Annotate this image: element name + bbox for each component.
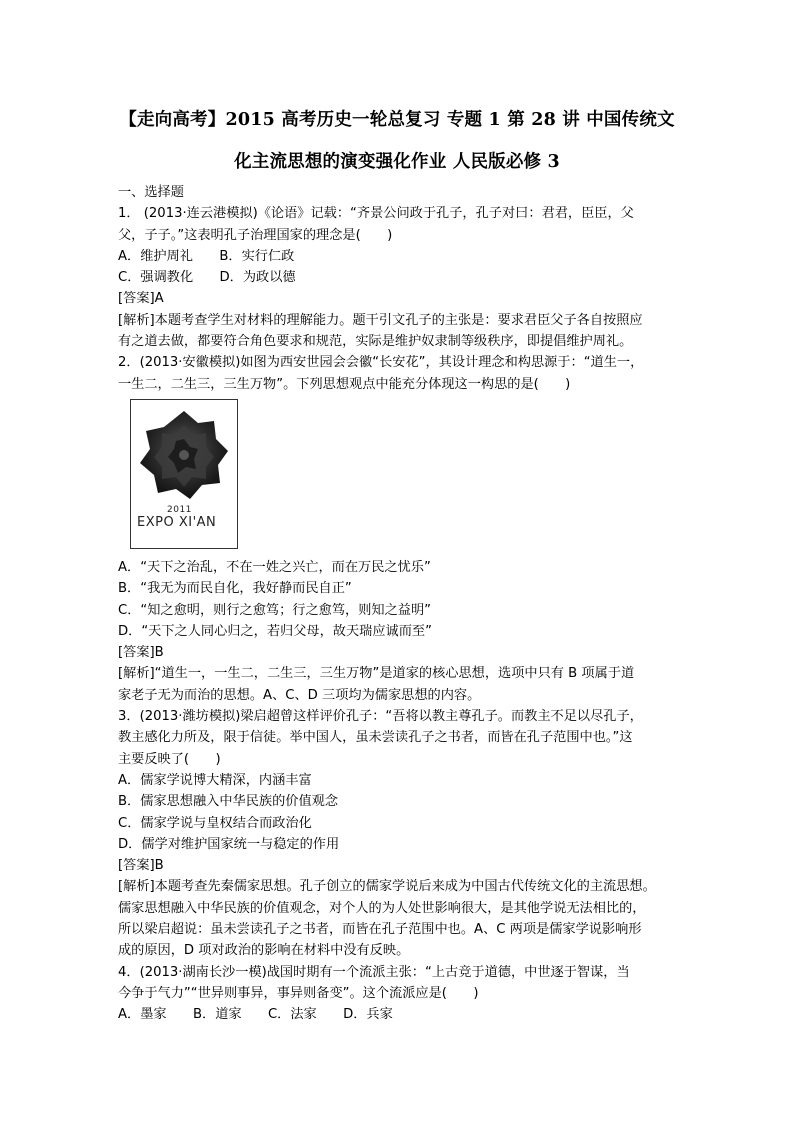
- q1-analysis-line-2: 有之道去做，都要符合角色要求和规范，实际是维护奴隶制等级秩序，即提倡维护周礼。: [118, 334, 633, 350]
- expo-xian-logo-image: [130, 399, 238, 549]
- q3-option-d: D．儒学对维护国家统一与稳定的作用: [118, 836, 340, 852]
- question-4: [118, 962, 688, 1026]
- q2-stem-line-1: 2．(2013·安徽模拟)如图为西安世园会会徽“长安花”，其设计理念和构思源于：“道生一，: [118, 355, 644, 371]
- q4-stem-line-2: 今争于气力”“世异则事异，事异则备变”。这个流派应是( ): [118, 985, 479, 1001]
- q2-stem-line-2: 一生二，二生三，三生万物”。下列思想观点中能充分体现这一构思的是( ): [118, 376, 571, 392]
- question-3: [118, 706, 688, 962]
- q1-options-cd: C．强调教化 D．为政以德: [118, 270, 296, 286]
- q4-stem-line-1: 4．(2013·湖南长沙一模)战国时期有一个流派主张：“上古竞于道德，中世逐于智谋，当: [118, 964, 630, 980]
- q2-option-b: B．“我无为而民自化，我好静而民自正”: [118, 581, 352, 597]
- q1-stem-line-1: 1． (2013·连云港模拟)《论语》记载：“齐景公问政于孔子，孔子对曰：君君，臣臣，父: [118, 206, 634, 222]
- q1-stem-line-2: 父，子子。”这表明孔子治理国家的理念是( ): [118, 227, 393, 243]
- document-title-line-2: 化主流思想的演变强化作业 人民版必修 3: [234, 152, 560, 172]
- document-title-line-1: 【走向高考】2015 高考历史一轮总复习 专题 1 第 28 讲 中国传统文: [119, 110, 675, 130]
- question-1: [118, 203, 688, 352]
- document-body: [118, 182, 688, 1026]
- q1-options-ab: A．维护周礼 B．实行仁政: [118, 248, 295, 264]
- q2-option-a: A．“天下之治乱，不在一姓之兴亡，而在万民之忧乐”: [118, 559, 431, 575]
- q3-analysis-line-2: 儒家思想融入中华民族的价值观念，对个人的为人处世影响很大，是其他学说无法相比的，: [118, 900, 646, 916]
- q3-stem-line-2: 教主感化力所及，限于信徒。举中国人，虽未尝读孔子之书者，而皆在孔子范围中也。”这: [118, 730, 633, 746]
- q3-stem-line-1: 3．(2013·潍坊模拟)梁启超曾这样评价孔子：“吾将以教主尊孔子。而教主不足以尽孔子，: [118, 709, 643, 725]
- q3-option-b: B．儒家思想融入中华民族的价值观念: [118, 794, 339, 810]
- q1-answer: [答案]A: [118, 291, 164, 307]
- q3-analysis-line-1: [解析]本题考查先秦儒家思想。孔子创立的儒家学说后来成为中国古代传统文化的主流思想。: [118, 879, 656, 895]
- question-2: [118, 352, 688, 706]
- q2-option-c: C．“知之愈明，则行之愈笃；行之愈笃，则知之益明”: [118, 602, 431, 618]
- q3-option-c: C．儒家学说与皇权结合而政治化: [118, 815, 312, 831]
- q3-answer: [答案]B: [118, 858, 164, 874]
- q4-options: A．墨家 B．道家 C．法家 D．兵家: [118, 1007, 393, 1023]
- expo-xian-logo-text: [137, 504, 217, 533]
- q3-analysis-line-3: 所以梁启超说：虽未尝读孔子之书者，而皆在孔子范围中也。A、C 两项是儒家学说影响形: [118, 922, 642, 938]
- q3-analysis-line-4: 成的原因，D 项对政治的影响在材料中没有反映。: [118, 943, 410, 959]
- logo-year: 2011: [167, 504, 192, 515]
- logo-wordmark: EXPO XI'AN: [137, 514, 217, 530]
- q2-answer: [答案]B: [118, 645, 164, 661]
- q1-analysis-line-1: [解析]本题考查学生对材料的理解能力。题干引文孔子的主张是：要求君臣父子各自按照应: [118, 312, 643, 328]
- section-heading: 一、选择题: [118, 185, 184, 200]
- q3-option-a: A．儒家学说博大精深，内涵丰富: [118, 772, 312, 788]
- q2-option-d: D．“天下之人同心归之，若归父母，故天瑞应诚而至”: [118, 623, 432, 639]
- q2-analysis-line-1: [解析]“道生一，一生二，二生三，三生万物”是道家的核心思想，选项中只有 B 项属于道: [118, 666, 635, 682]
- q3-stem-line-3: 主要反映了( ): [118, 751, 221, 767]
- q2-analysis-line-2: 家老子无为而治的思想。A、C、D 三项均为儒家思想的内容。: [118, 687, 481, 703]
